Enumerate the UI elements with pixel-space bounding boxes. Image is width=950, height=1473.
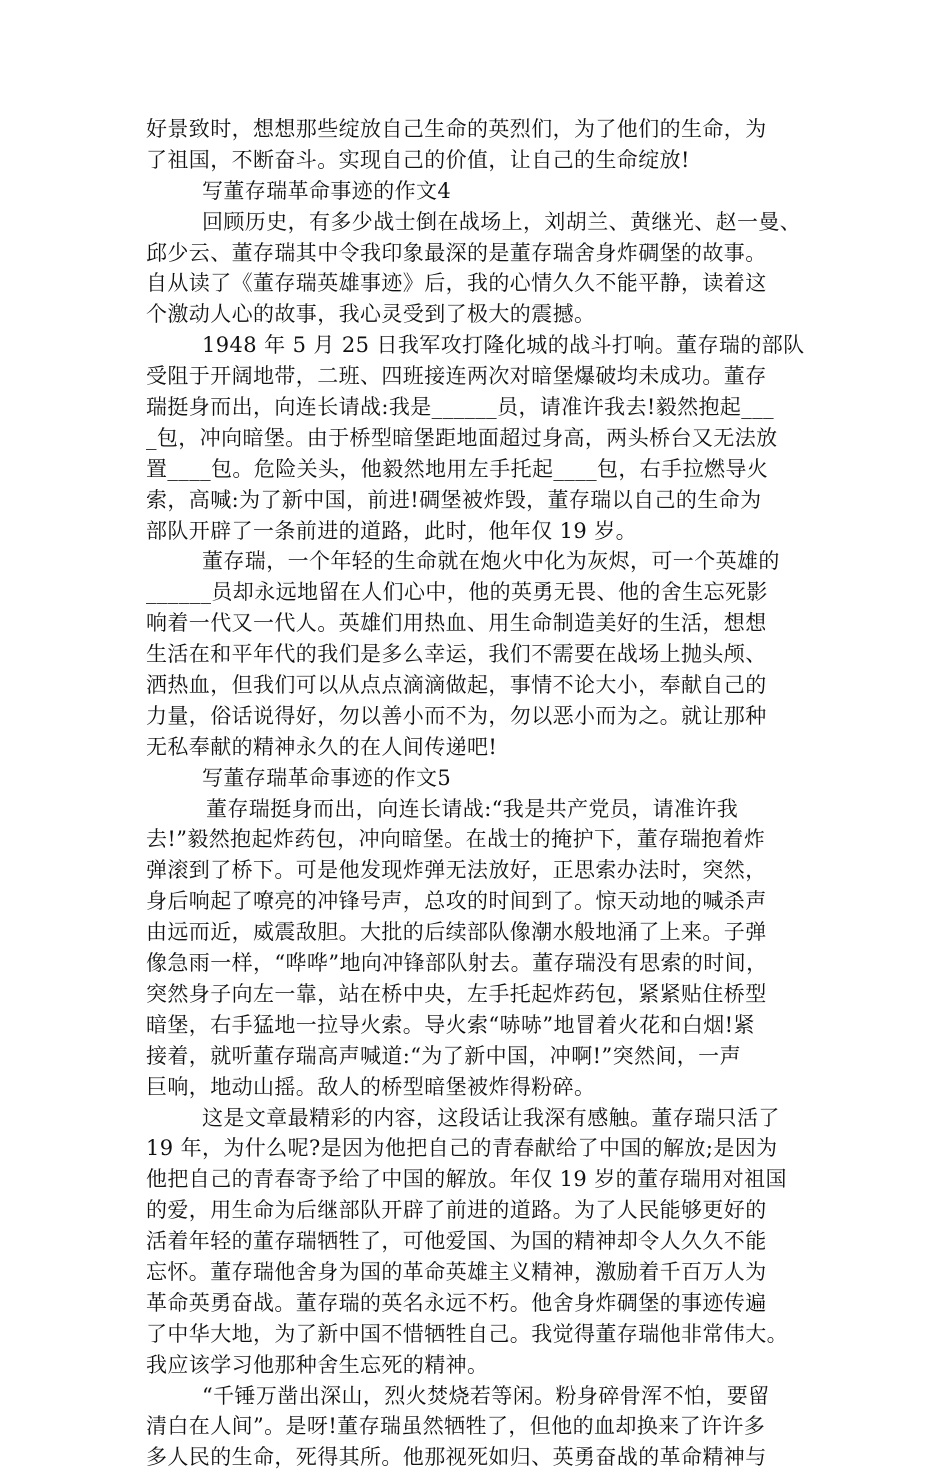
text-line: 由远而近，威震敌胆。大批的后续部队像潮水般地涌了上来。子弹 <box>146 920 767 945</box>
text-line: 清白在人间”。是呀!董存瑞虽然牺牲了，但他的血却换来了许许多 <box>146 1414 766 1439</box>
text-line: 身后响起了嘹亮的冲锋号声，总攻的时间到了。惊天动地的喊杀声 <box>146 889 767 914</box>
text-line: 自从读了《董存瑞英雄事迹》后，我的心情久久不能平静，读着这 <box>146 271 767 296</box>
text-line: 巨响，地动山摇。敌人的桥型暗堡被炸得粉碎。 <box>146 1074 596 1099</box>
text-line: 了祖国，不断奋斗。实现自己的价值，让自己的生命绽放! <box>146 147 690 172</box>
text-line: 1948 年 5 月 25 日我军攻打隆化城的战斗打响。董存瑞的部队 <box>202 333 805 358</box>
text-line: 接着，就听董存瑞高声喊道:“为了新中国，冲啊!”突然间，一声 <box>146 1043 741 1068</box>
text-line: 暗堡，右手猛地一拉导火索。导火索“哧哧”地冒着火花和白烟!紧 <box>146 1012 755 1037</box>
section-title: 写董存瑞革命事迹的作文4 <box>202 178 452 203</box>
text-line: 活着年轻的董存瑞牺牲了，可他爱国、为国的精神却令人久久不能 <box>146 1229 767 1254</box>
section-title: 写董存瑞革命事迹的作文5 <box>202 765 452 790</box>
text-line: 无私奉献的精神永久的在人间传递吧! <box>146 734 498 759</box>
text-line: 19 年，为什么呢?是因为他把自己的青春献给了中国的解放;是因为 <box>146 1136 778 1161</box>
text-line: 弹滚到了桥下。可是他发现炸弹无法放好，正思索办法时，突然， <box>146 858 767 883</box>
text-line: 力量，俗话说得好，勿以善小而不为，勿以恶小而为之。就让那种 <box>146 703 767 728</box>
text-line: 个激动人心的故事，我心灵受到了极大的震撼。 <box>146 302 596 327</box>
text-line: _包，冲向暗堡。由于桥型暗堡距地面超过身高，两头桥台又无法放 <box>146 425 778 450</box>
text-line: 革命英勇奋战。董存瑞的英名永远不朽。他舍身炸碉堡的事迹传遍 <box>146 1290 767 1315</box>
text-line: 洒热血，但我们可以从点点滴滴做起，事情不论大小，奉献自己的 <box>146 673 767 698</box>
text-line: 响着一代又一代人。英雄们用热血、用生命制造美好的生活，想想 <box>146 611 767 636</box>
text-line: 索，高喊:为了新中国，前进!碉堡被炸毁，董存瑞以自己的生命为 <box>146 487 762 512</box>
text-line: 董存瑞挺身而出，向连长请战:“我是共产党员，请准许我 <box>206 796 739 821</box>
text-line: 这是文章最精彩的内容，这段话让我深有感触。董存瑞只活了 <box>202 1105 780 1130</box>
text-line: 忘怀。董存瑞他舍身为国的革命英雄主义精神，激励着千百万人为 <box>146 1259 767 1284</box>
text-line: 了中华大地，为了新中国不惜牺牲自己。我觉得董存瑞他非常伟大。 <box>146 1321 788 1346</box>
text-line: 像急雨一样，“哗哗”地向冲锋部队射去。董存瑞没有思索的时间， <box>146 951 768 976</box>
text-line: 邱少云、董存瑞其中令我印象最深的是董存瑞舍身炸碉堡的故事。 <box>146 240 767 265</box>
text-line: 的爱，用生命为后继部队开辟了前进的道路。为了人民能够更好的 <box>146 1198 767 1223</box>
text-line: 受阻于开阔地带，二班、四班接连两次对暗堡爆破均未成功。董存 <box>146 364 767 389</box>
text-line: 瑞挺身而出，向连长请战:我是______员，请准许我去!毅然抱起___ <box>146 395 775 420</box>
text-line: 生活在和平年代的我们是多么幸运，我们不需要在战场上抛头颅、 <box>146 642 767 667</box>
text-line: 置____包。危险关头，他毅然地用左手托起____包，右手拉燃导火 <box>146 456 769 481</box>
text-line: “千锤万凿出深山，烈火焚烧若等闲。粉身碎骨浑不怕，要留 <box>202 1383 770 1408</box>
text-line: 去!”毅然抱起炸药包，冲向暗堡。在战士的掩护下，董存瑞抱着炸 <box>146 827 766 852</box>
text-line: 多人民的生命，死得其所。他那视死如归、英勇奋战的革命精神与 <box>146 1445 767 1470</box>
text-line: 我应该学习他那种舍生忘死的精神。 <box>146 1352 489 1377</box>
text-line: 他把自己的青春寄予给了中国的解放。年仅 19 岁的董存瑞用对祖国 <box>146 1167 787 1192</box>
text-line: 突然身子向左一靠，站在桥中央，左手托起炸药包，紧紧贴住桥型 <box>146 981 767 1006</box>
text-line: 好景致时，想想那些绽放自己生命的英烈们，为了他们的生命，为 <box>146 117 767 141</box>
document-page <box>146 114 810 1473</box>
text-line: ______员却永远地留在人们心中，他的英勇无畏、他的舍生忘死影 <box>146 580 768 605</box>
text-line: 回顾历史，有多少战士倒在战场上，刘胡兰、黄继光、赵一曼、 <box>202 209 802 234</box>
text-line: 部队开辟了一条前进的道路，此时，他年仅 19 岁。 <box>146 518 638 543</box>
text-line: 董存瑞，一个年轻的生命就在炮火中化为灰烬，可一个英雄的 <box>202 549 780 574</box>
